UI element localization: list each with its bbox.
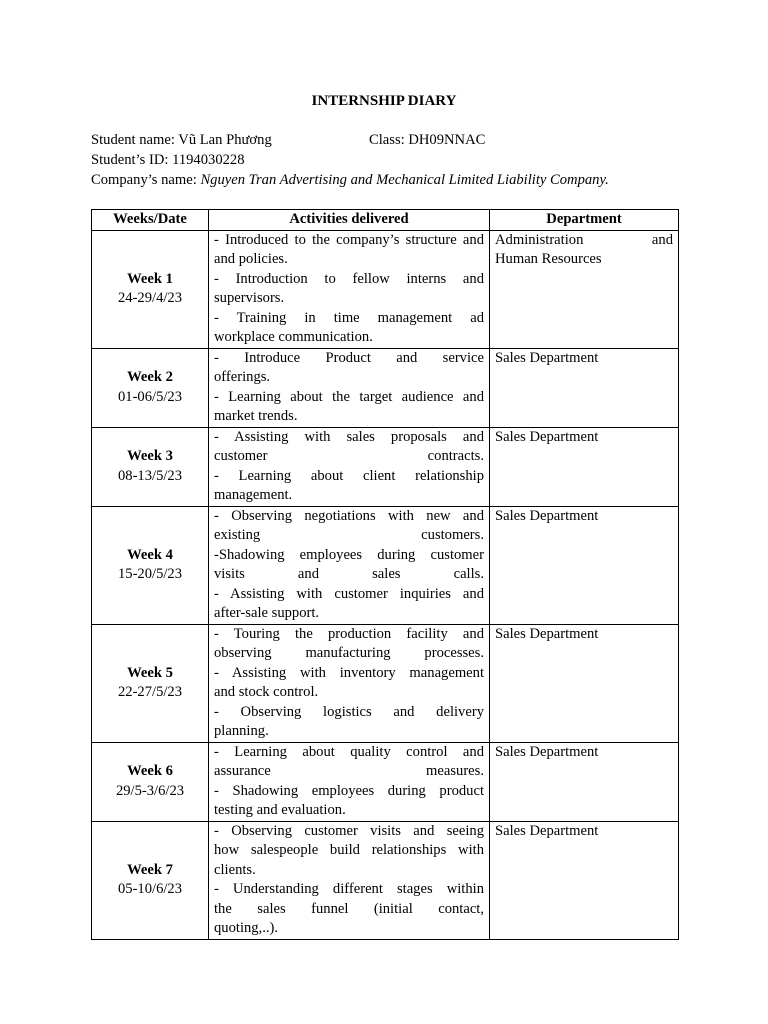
activity-line: customer contracts. bbox=[214, 448, 484, 464]
activity-line: - Assisting with sales proposals and bbox=[214, 428, 484, 445]
table-row bbox=[92, 348, 679, 427]
department-cell bbox=[490, 821, 679, 939]
activity-line: - Introduced to the company’s structure and bbox=[214, 231, 484, 248]
department-line: Sales Department bbox=[495, 507, 599, 524]
table-row bbox=[92, 427, 679, 506]
department-line: Sales Department bbox=[495, 349, 599, 366]
activity-line: the sales funnel (initial contact, bbox=[214, 900, 484, 917]
activity-line: - Touring the production facility and bbox=[214, 625, 484, 642]
activities-cell bbox=[209, 624, 490, 742]
activity-line: planning. bbox=[214, 723, 269, 739]
week-cell bbox=[92, 506, 209, 624]
activity-line: - Assisting with customer inquiries and bbox=[214, 585, 484, 602]
student-name: Student name: Vũ Lan Phương bbox=[91, 132, 272, 148]
activities-cell bbox=[209, 821, 490, 939]
week-cell bbox=[92, 821, 209, 939]
table-header-row bbox=[92, 210, 679, 231]
activity-line: - Training in time management ad bbox=[214, 309, 484, 326]
week-label: Week 7 bbox=[127, 861, 173, 878]
week-date: 01-06/5/23 bbox=[117, 388, 183, 405]
department-line: Sales Department bbox=[495, 428, 599, 445]
activity-line: supervisors. bbox=[214, 290, 285, 306]
company-line bbox=[91, 171, 609, 191]
table-row bbox=[92, 821, 679, 939]
table-row bbox=[92, 624, 679, 742]
student-info-line bbox=[91, 131, 486, 151]
week-label: Week 3 bbox=[127, 448, 173, 464]
header-department: Department bbox=[490, 210, 679, 231]
company-label: Company’s name: bbox=[91, 172, 201, 188]
activity-line: market trends. bbox=[214, 408, 298, 424]
department-cell bbox=[490, 506, 679, 624]
department-cell bbox=[490, 624, 679, 742]
activity-line: clients. bbox=[214, 861, 256, 878]
activities-cell bbox=[209, 230, 490, 348]
activity-line: observing manufacturing processes. bbox=[214, 645, 484, 661]
department-line: Sales Department bbox=[495, 743, 599, 760]
activity-line: - Learning about client relationship bbox=[214, 467, 484, 484]
header-activities: Activities delivered bbox=[209, 210, 490, 231]
week-cell bbox=[92, 624, 209, 742]
activities-cell bbox=[209, 506, 490, 624]
week-date: 29/5-3/6/23 bbox=[115, 782, 185, 799]
activity-line: after-sale support. bbox=[214, 605, 320, 621]
company-name: Nguyen Tran Advertising and Mechanical Limited Liability Company. bbox=[200, 172, 609, 188]
activity-line: - Introduce Product and service bbox=[214, 349, 484, 366]
activity-line: - Learning about the target audience and bbox=[214, 388, 484, 405]
department-cell bbox=[490, 427, 679, 506]
week-label: Week 1 bbox=[127, 270, 173, 287]
activity-line: -Shadowing employees during customer bbox=[214, 546, 484, 563]
document-title: INTERNSHIP DIARY bbox=[311, 93, 457, 109]
activity-line: how salespeople build relationships with bbox=[214, 842, 484, 858]
week-date: 22-27/5/23 bbox=[117, 684, 183, 700]
week-cell bbox=[92, 348, 209, 427]
week-date: 05-10/6/23 bbox=[117, 881, 183, 897]
activity-line: - Assisting with inventory management bbox=[214, 664, 484, 681]
week-label: Week 4 bbox=[127, 546, 173, 563]
week-label: Week 6 bbox=[127, 763, 173, 779]
activity-line: management. bbox=[214, 487, 293, 503]
activities-cell bbox=[209, 742, 490, 821]
week-date: 24-29/4/23 bbox=[117, 290, 183, 306]
week-date: 08-13/5/23 bbox=[117, 467, 183, 484]
department-line: Sales Department bbox=[495, 822, 599, 839]
diary-table bbox=[91, 209, 679, 940]
activity-line: - Observing customer visits and seeing bbox=[214, 822, 484, 839]
department-line: Sales Department bbox=[495, 625, 599, 642]
table-row bbox=[92, 230, 679, 348]
activity-line: - Learning about quality control and bbox=[214, 743, 484, 760]
table-row bbox=[92, 742, 679, 821]
activity-line: - Understanding different stages within bbox=[214, 881, 484, 897]
week-label: Week 5 bbox=[127, 664, 173, 681]
week-cell bbox=[92, 230, 209, 348]
week-cell bbox=[92, 742, 209, 821]
week-cell bbox=[92, 427, 209, 506]
activity-line: testing and evaluation. bbox=[214, 802, 346, 818]
activity-line: existing customers. bbox=[214, 527, 484, 543]
table-row bbox=[92, 506, 679, 624]
department-cell bbox=[490, 742, 679, 821]
activity-line: - Introduction to fellow interns and bbox=[214, 270, 484, 287]
week-label: Week 2 bbox=[127, 369, 173, 385]
activity-line: workplace communication. bbox=[214, 329, 373, 345]
activity-line: quoting,..). bbox=[214, 920, 279, 936]
activity-line: offerings. bbox=[214, 369, 271, 385]
activity-line: - Shadowing employees during product bbox=[214, 782, 484, 799]
activity-line: and stock control. bbox=[214, 684, 319, 700]
activity-line: visits and sales calls. bbox=[214, 566, 484, 582]
activity-line: - Observing negotiations with new and bbox=[214, 507, 484, 524]
activity-line: and policies. bbox=[214, 251, 288, 267]
class-label: Class: DH09NNAC bbox=[369, 132, 486, 148]
student-id: Student’s ID: 1194030228 bbox=[91, 152, 245, 168]
activities-cell bbox=[209, 348, 490, 427]
department-line: Human Resources bbox=[495, 251, 602, 267]
department-line: Administration and bbox=[495, 231, 673, 248]
department-cell bbox=[490, 348, 679, 427]
department-cell bbox=[490, 230, 679, 348]
activity-line: assurance measures. bbox=[214, 763, 484, 779]
table-body bbox=[92, 230, 679, 939]
activities-cell bbox=[209, 427, 490, 506]
week-date: 15-20/5/23 bbox=[117, 566, 183, 582]
activity-line: - Observing logistics and delivery bbox=[214, 703, 484, 720]
header-weeks-date: Weeks/Date bbox=[92, 210, 209, 231]
